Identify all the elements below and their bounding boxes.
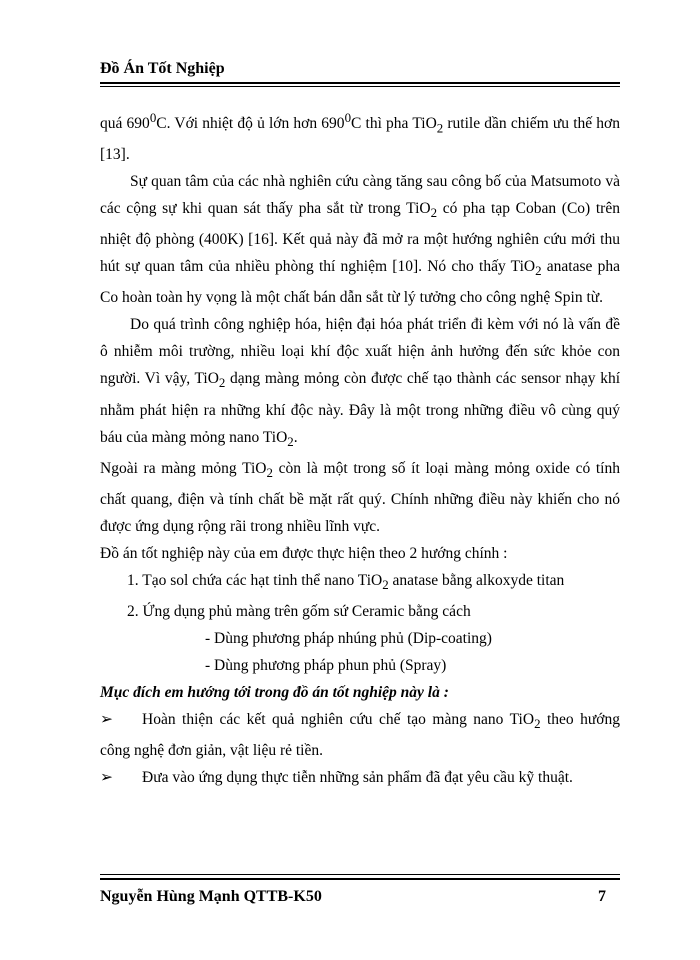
purpose-bullet-2: ➢ Đưa vào ứng dụng thực tiễn những sản phẩm đã đạt yêu cầu kỹ thuật.: [100, 764, 620, 791]
purpose-heading: Mục đích em hướng tới trong đồ án tốt nghiệp này là :: [100, 683, 449, 701]
list-item-1: 1. Tạo sol chứa các hạt tinh thể nano TiO$_2$ anatase bằng alkoxyde titan: [127, 571, 565, 592]
header-rule: [100, 82, 620, 84]
paragraph-2: Sự quan tâm của các nhà nghiên cứu càng tăng sau công bố của Matsumoto và các cộng sự khi quan sát thấy pha sắt từ trong TiO$_2$ có pha tạp Coban (Co) trên nhiệt độ phòng (400K) [16]. Kết quả này đã mở ra một hướng nghiên cứu mới thu hút sự quan tâm của nhiều phòng thí nghiệm [10]. Nó cho thấy TiO$_2$ anatase pha Co hoàn toàn hy vọng là một chất bán dẫn sắt từ lý tưởng cho công nghệ Spin từ.: [100, 173, 620, 307]
paragraph-5: Đồ án tốt nghiệp này của em được thực hiện theo 2 hướng chính :: [100, 544, 508, 562]
page-number: 7: [598, 888, 606, 905]
purpose-bullet-1: ➢ Hoàn thiện các kết quả nghiên cứu chế tạo màng nano TiO$_2$ theo hướng công nghệ đơn giản, vật liệu rẻ tiền.: [100, 706, 620, 764]
footer-rule: [100, 878, 620, 880]
arrow-bullet-icon: ➢: [100, 710, 113, 728]
footer-author: Nguyễn Hùng Mạnh QTTB-K50: [100, 888, 322, 905]
footer-rule-thin: [100, 874, 620, 875]
paragraph-1: quá $690^0C$. Với nhiệt độ ủ lớn hơn $690^0C$ thì pha TiO$_2$ rutile dần chiếm ưu thế hơn [13].: [100, 110, 621, 164]
list-subitem-1: - Dùng phương pháp nhúng phủ (Dip-coating): [205, 629, 492, 647]
list-item-2: 2. Ứng dụng phủ màng trên gốm sứ Ceramic bằng cách: [127, 602, 471, 620]
page-header-title: Đồ Án Tốt Nghiệp: [100, 60, 225, 77]
paragraph-4: Ngoài ra màng mỏng TiO$_2$ còn là một trong số ít loại màng mỏng oxide có tính chất quang, điện và tính chất bề mặt rất quý. Chính những điều này khiến cho nó được ứng dụng rộng rãi trong nhiều lĩnh vực.: [100, 459, 620, 535]
list-subitem-2: - Dùng phương pháp phun phủ (Spray): [205, 656, 447, 674]
document-body: [100, 104, 620, 791]
paragraph-3: Do quá trình công nghiệp hóa, hiện đại hóa phát triển đi kèm với nó là vấn đề ô nhiễm môi trường, nhiều loại khí độc xuất hiện ảnh hưởng đến sức khỏe con người. Vì vậy, TiO$_2$ dạng màng mỏng còn được chế tạo thành các sensor nhạy khí nhằm phát hiện ra những khí độc này. Đây là một trong những điều vô cùng quý báu của màng mỏng nano TiO$_2$.: [100, 316, 621, 449]
header-rule-thin: [100, 86, 620, 87]
arrow-bullet-icon: ➢: [100, 768, 113, 786]
